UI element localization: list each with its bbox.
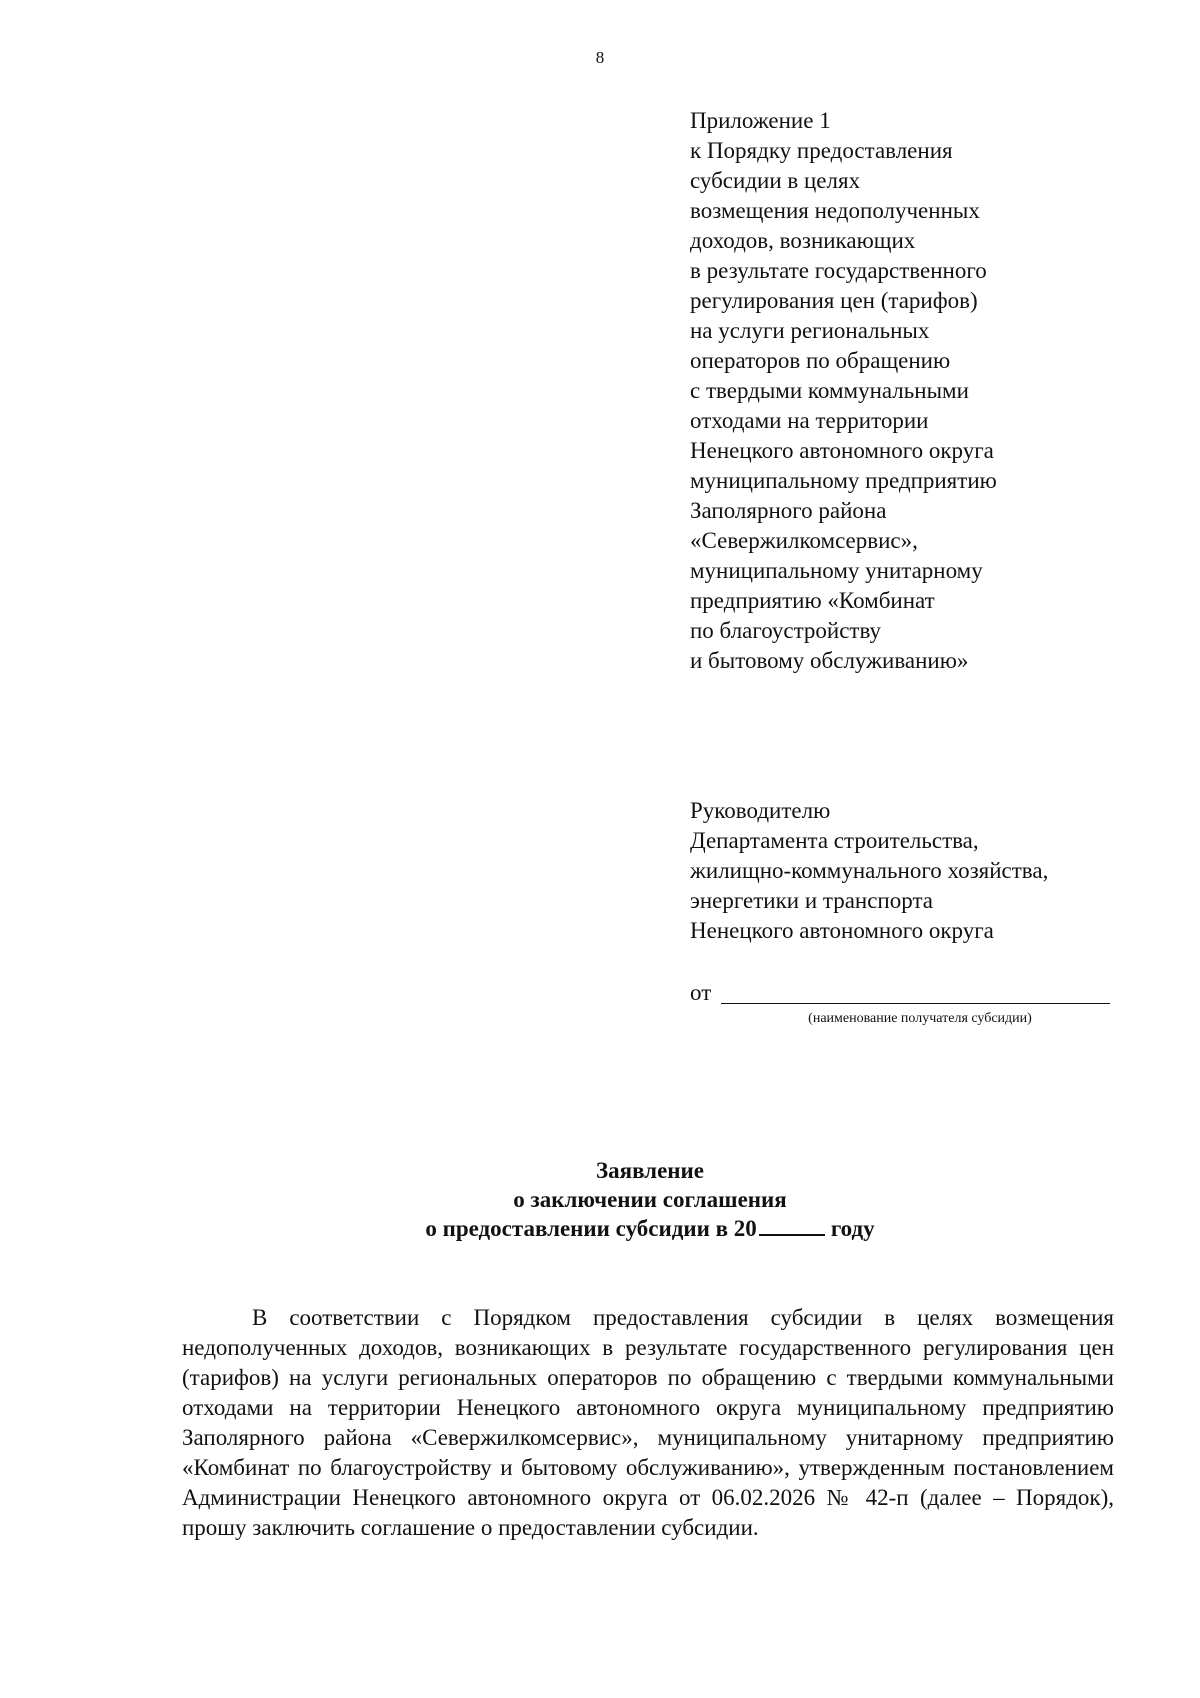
document-title (0, 1156, 1200, 1243)
addressee-block (690, 796, 1160, 946)
appendix-line: отходами на территории (690, 408, 929, 433)
sender-label: от (690, 980, 712, 1005)
year-blank-line (759, 1216, 825, 1236)
addressee-line: энергетики и транспорта (690, 888, 933, 913)
appendix-line: с твердыми коммунальными (690, 378, 969, 403)
page-number: 8 (595, 48, 605, 67)
appendix-line: доходов, возникающих (690, 228, 916, 253)
title-line-3 (0, 1214, 1200, 1243)
sender-caption: (наименование получателя субсидии) (808, 1011, 1032, 1026)
appendix-line: муниципальному унитарному (690, 558, 983, 583)
appendix-line: Заполярного района (690, 498, 887, 523)
body-paragraph: В соответствии с Порядком предоставления субсидии в целях возмещения недополученных доходов, возникающих в результате государственного регулирования цен (тарифов) на услуги региональных операторов по обращению с твердыми коммунальными отходами на территории Ненецкого автономного округа муниципальному предприятию Заполярного района «Севержилкомсервис», муниципальному унитарному предприятию «Комбинат по благоустройству и бытовому обслуживанию», утвержденным постановлением Администрации Ненецкого автономного округа от 06.02.2026 № 42-п (далее – Порядок), прошу заключить соглашение о предоставлении субсидии. (182, 1305, 1114, 1540)
sender-field (690, 978, 1110, 1008)
appendix-line: на услуги региональных (690, 318, 930, 343)
addressee-line: жилищно-коммунального хозяйства, (690, 858, 1049, 883)
sender-blank-line (721, 981, 1110, 1004)
appendix-header (690, 106, 1160, 676)
appendix-line: в результате государственного (690, 258, 987, 283)
title-line-3-suffix: году (830, 1216, 875, 1241)
title-line-2: о заключении соглашения (513, 1187, 787, 1212)
appendix-line: к Порядку предоставления (690, 138, 953, 163)
appendix-line: возмещения недополученных (690, 198, 980, 223)
appendix-line: регулирования цен (тарифов) (690, 288, 978, 313)
appendix-line: по благоустройству (690, 618, 882, 643)
appendix-line: субсидии в целях (690, 168, 861, 193)
appendix-line: Приложение 1 (690, 108, 831, 133)
addressee-line: Ненецкого автономного округа (690, 918, 994, 943)
title-line-3-prefix: о предоставлении субсидии в 20 (425, 1216, 757, 1241)
title-line-1: Заявление (595, 1158, 705, 1183)
addressee-line: Руководителю (690, 798, 831, 823)
appendix-line: «Севержилкомсервис», (690, 528, 918, 553)
appendix-line: муниципальному предприятию (690, 468, 997, 493)
addressee-line: Департамента строительства, (690, 828, 979, 853)
appendix-line: предприятию «Комбинат (690, 588, 935, 613)
appendix-line: и бытовому обслуживанию» (690, 648, 969, 673)
appendix-line: Ненецкого автономного округа (690, 438, 994, 463)
appendix-line: операторов по обращению (690, 348, 951, 373)
